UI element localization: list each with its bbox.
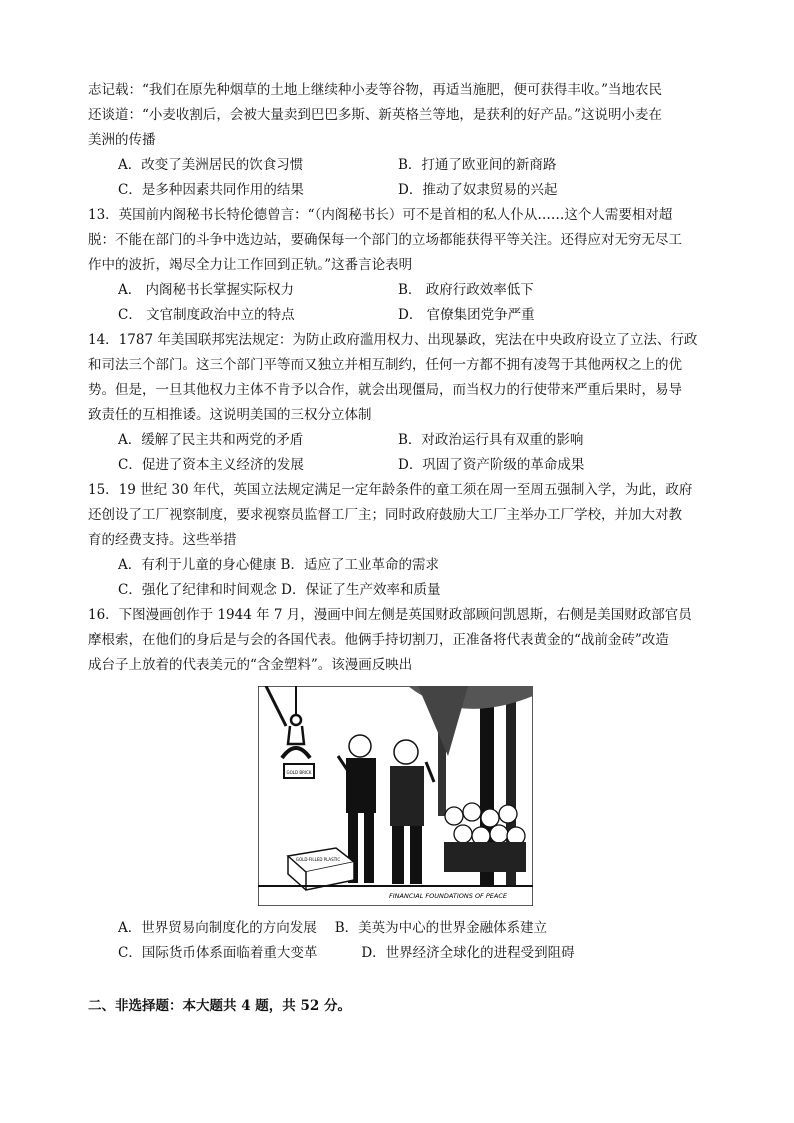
- option-d: D．世界经济全球化的进程受到阻碍: [361, 945, 575, 961]
- question-text-line: 育的经费支持。这些举措: [88, 532, 237, 548]
- option-a: A．缓解了民主共和两党的矛盾: [118, 432, 304, 448]
- option-b: B． 政府行政效率低下: [398, 282, 534, 298]
- question-text-line: 16．下图漫画创作于 1944 年 7 月，漫画中间左侧是英国财政部顾问凯恩斯，右侧是美国财政部官员: [88, 607, 692, 623]
- question-text-line: 15．19 世纪 30 年代，英国立法规定满足一定年龄条件的童工须在周一至周五强制入学，为此，政府: [88, 482, 693, 498]
- option-row-cd: C．强化了纪律和时间观念 D．保证了生产效率和质量: [118, 582, 441, 598]
- options: [88, 153, 708, 203]
- options: [88, 916, 708, 966]
- question-text-line: 和司法三个部门。这三个部门平等而又独立并相互制约，任何一方都不拥有凌驾于其他两权之上的优: [88, 357, 682, 373]
- question-text-line: 还创设了工厂视察制度，要求视察员监督工厂主；同时政府鼓励大工厂主举办工厂学校，并加大对教: [88, 507, 682, 523]
- question-text-line: 志记载：“我们在原先种烟草的土地上继续种小麦等谷物，再适当施肥，便可获得丰收。”当地农民: [88, 82, 663, 98]
- option-d: D．巩固了资产阶级的革命成果: [398, 457, 585, 473]
- question-text-line: 美洲的传播: [88, 132, 156, 148]
- option-a: A．改变了美洲居民的饮食习惯: [118, 157, 304, 173]
- options: [88, 553, 708, 603]
- question-text-line: 摩根索，在他们的身后是与会的各国代表。他俩手持切割刀，正准备将代表黄金的“战前金砖”改造: [88, 632, 669, 648]
- option-c: C．是多种因素共同作用的结果: [118, 182, 304, 198]
- option-c: C． 文官制度政治中立的特点: [118, 307, 295, 323]
- option-c: C．促进了资本主义经济的发展: [118, 457, 304, 473]
- exam-page: [88, 78, 708, 1019]
- question-text-line: 13．英国前内阁秘书长特伦德曾言：“（内阁秘书长）可不是首相的私人仆从……这个人需要相对超: [88, 207, 673, 223]
- option-c: C．国际货币体系面临着重大变革: [118, 945, 318, 961]
- question-text-line: 脱：不能在部门的斗争中选边站，要确保每一个部门的立场都能获得平等关注。还得应对无穷无尽工: [88, 232, 682, 248]
- question-12: [88, 78, 708, 203]
- question-16: [88, 603, 708, 966]
- option-b: B．对政治运行具有双重的影响: [398, 432, 584, 448]
- question-14: [88, 328, 708, 478]
- option-row-ab: A．有利于儿童的身心健康 B．适应了工业革命的需求: [118, 557, 439, 573]
- option-b: B．打通了欧亚间的新商路: [398, 157, 557, 173]
- question-text-line: 作中的波折，竭尽全力让工作回到正轨。”这番言论表明: [88, 257, 413, 273]
- question-text-line: 14．1787 年美国联邦宪法规定：为防止政府滥用权力、出现暴政，宪法在中央政府设立了立法、行政: [88, 332, 698, 348]
- question-13: [88, 203, 708, 328]
- options: [88, 428, 708, 478]
- cartoon-caption: FINANCIAL FOUNDATIONS OF PEACE: [389, 892, 507, 900]
- gold-filled-plastic-label: GOLD-FILLED PLASTIC: [295, 857, 341, 862]
- question-15: [88, 478, 708, 603]
- question-text-line: 致责任的互相推诿。这说明美国的三权分立体制: [88, 407, 372, 423]
- question-text-line: 还谈道：“小麦收割后，会被大量卖到巴巴多斯、新英格兰等地，是获利的好产品。”这说明小麦在: [88, 107, 663, 123]
- option-d: D． 官僚集团党争严重: [398, 307, 535, 323]
- cartoon-illustration: [258, 686, 533, 906]
- section-heading: 二、非选择题：本大题共 4 题，共 52 分。: [88, 998, 351, 1014]
- options: [88, 278, 708, 328]
- option-b: B．美英为中心的世界金融体系建立: [334, 920, 548, 936]
- option-a: A． 内阁秘书长掌握实际权力: [118, 282, 295, 298]
- option-a: A．世界贸易向制度化的方向发展: [118, 920, 317, 936]
- question-text-line: 成台子上放着的代表美元的“含金塑料”。该漫画反映出: [88, 657, 413, 673]
- question-text-line: 势。但是，一旦其他权力主体不肯予以合作，就会出现僵局，而当权力的行使带来严重后果时，易导: [88, 382, 682, 398]
- option-d: D．推动了奴隶贸易的兴起: [398, 182, 558, 198]
- gold-brick-label: GOLD BRICK: [286, 770, 312, 775]
- cartoon-figure: [258, 686, 533, 906]
